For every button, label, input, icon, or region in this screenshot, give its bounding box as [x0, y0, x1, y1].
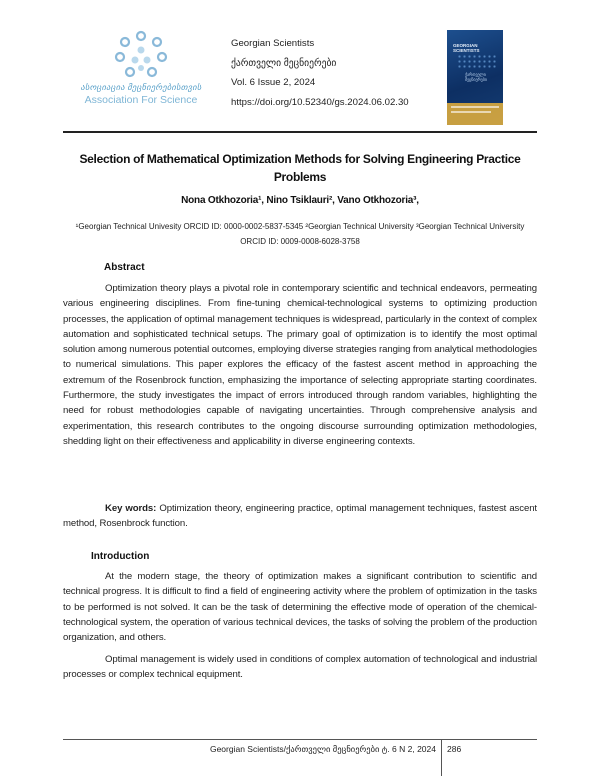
- footer-separator: [441, 739, 442, 776]
- article-title: Selection of Mathematical Optimization Methods for Solving Engineering Practice Problems: [79, 152, 521, 184]
- journal-cover-image: [447, 30, 503, 125]
- cover-subtitle: ქართველი მეცნიერები: [465, 72, 487, 82]
- authors: Nona Otkhozoria¹, Nino Tsiklauri², Vano Otkhozoria³,: [181, 195, 419, 206]
- keywords-label: Key words:: [105, 503, 157, 514]
- intro-paragraph-2: Optimal management is widely used in conditions of complex automation of technological and industrial processes or complex technical equipment.: [63, 654, 537, 681]
- cover-pattern: [457, 54, 497, 68]
- affiliations: ¹Georgian Technical Univesity ORCID ID: 0000-0002-5837-5345 ²Georgian Technical University ³Georgian Technical University ORCID ID: 0009-0008-6028-3758: [75, 222, 525, 246]
- cover-title: GEORGIAN SCIENTISTS: [453, 43, 480, 53]
- header-divider: [63, 131, 537, 133]
- journal-name-georgian: ქართველი მეცნიერები: [231, 57, 337, 69]
- intro-paragraph-1: At the modern stage, the theory of optimization makes a significant contribution to scientific and technical progress. It is difficult to find a field of engineering activity where the problem of optimization in the tasks to be performed is not solved. It can be the task of determining the effective mode of operation of the chemical-technological system, the operation of various technical devices, the tasks of solving the problem of the production organization, and others.: [63, 571, 537, 644]
- abstract-text: Optimization theory plays a pivotal role in contemporary scientific and technical endeavors, permeating various engineering disciplines. From fine-tuning chemical-technological systems to optimizing production processes, the application of optimal management techniques is widespread, particularly in the context of complex automation and sophisticated technical setups. The primary goal of optimization is to identify the most optimal solution among numerous potential outcomes, employing diverse strategies ranging from analytical methodologies to numerical simulations. This paper explores the efficacy of the fastest ascent method in approaching the extremum of the Rosenbrock function, emphasizing the importance of selecting appropriate starting coordinates. Furthermore, the study investigates the impact of errors introduced through random variables, highlighting the need for robust methodologies capable of navigating uncertainties. Through comprehensive analysis and experimentation, this research contributes to the ongoing discourse surrounding optimization methodologies, shedding light on their effectiveness and applicability in diverse engineering contexts.: [63, 283, 537, 447]
- journal-info: [231, 34, 409, 112]
- journal-name: Georgian Scientists: [231, 38, 315, 49]
- footer-divider: [63, 739, 537, 740]
- logo-script-text: ასოციაცია მეცნიერებისთვის: [80, 82, 202, 92]
- cover-line: [451, 106, 499, 108]
- molecule-logo-icon: [110, 30, 172, 82]
- introduction-heading: Introduction: [91, 551, 150, 562]
- cover-line: [451, 111, 491, 113]
- keywords: [63, 501, 537, 532]
- volume-issue: Vol. 6 Issue 2, 2024: [231, 77, 316, 88]
- abstract-heading: Abstract: [104, 262, 145, 273]
- doi-link[interactable]: https://doi.org/10.52340/gs.2024.06.02.30: [231, 96, 409, 108]
- page-number: 286: [447, 744, 462, 754]
- keywords-text: Optimization theory, engineering practice, optimal management techniques, fastest ascent method, Rosenbrock function.: [63, 503, 537, 530]
- association-logo: [66, 30, 216, 112]
- footer-citation: Georgian Scientists/ქართველი მეცნიერები ტ. 6 N 2, 2024: [209, 744, 436, 754]
- logo-text: Association For Science: [84, 94, 198, 106]
